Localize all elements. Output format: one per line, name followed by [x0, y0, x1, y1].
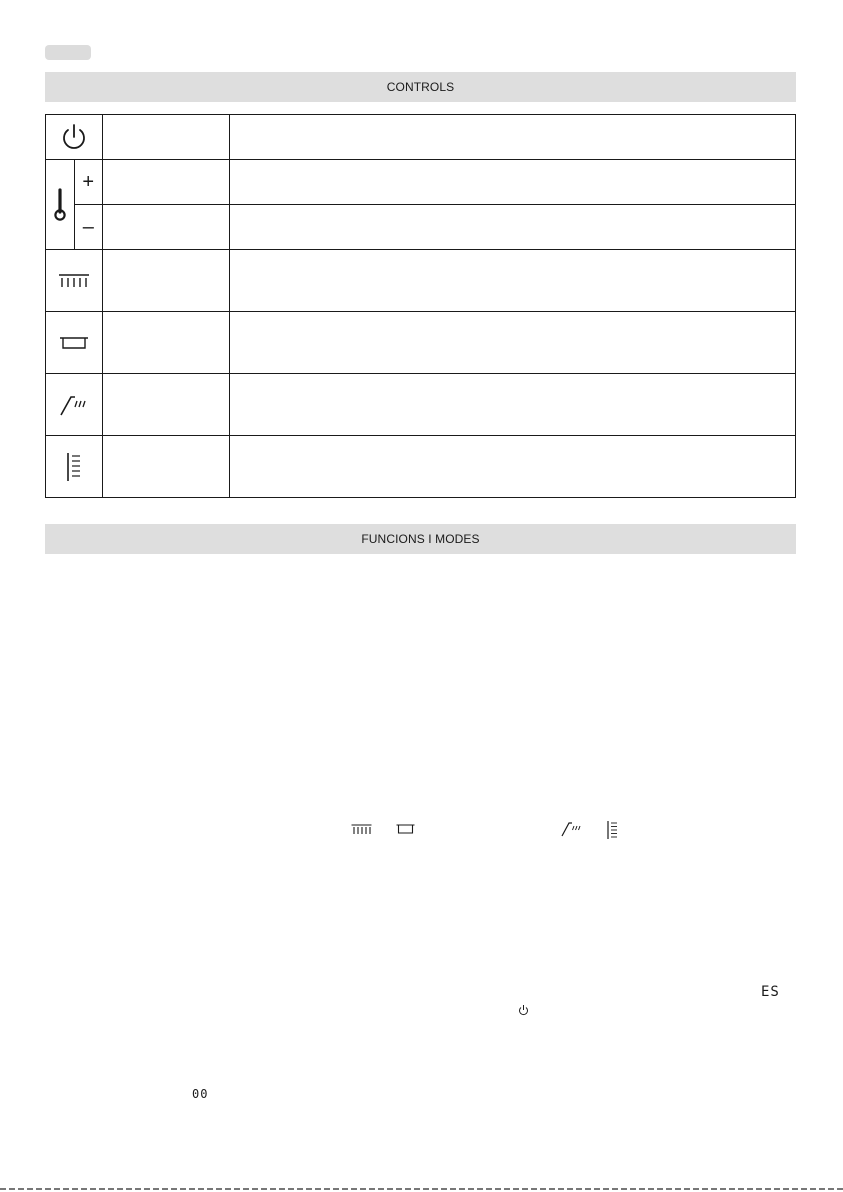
control-icon-cell — [46, 312, 103, 374]
vertical-towel-rail-icon — [606, 820, 618, 840]
control-description-cell — [230, 160, 796, 205]
control-row-tray — [46, 312, 796, 374]
zero-reading-display: 00 — [192, 1087, 209, 1101]
control-row-towel-rail — [46, 436, 796, 498]
controls-table — [45, 114, 796, 498]
control-description-cell — [230, 205, 796, 250]
control-row-power — [46, 115, 796, 160]
shower-icon — [59, 393, 89, 417]
control-description-cell — [230, 374, 796, 436]
control-description-cell — [230, 115, 796, 160]
modes-section-title: FUNCIONS I MODES — [361, 532, 480, 546]
vertical-towel-rail-icon — [65, 452, 83, 482]
temp-minus-cell — [74, 205, 103, 250]
minus-icon: – — [82, 216, 94, 238]
shower-icon — [561, 820, 582, 837]
controls-section-title: CONTROLS — [386, 80, 455, 94]
control-row-radiant — [46, 250, 796, 312]
control-label-cell — [103, 374, 230, 436]
control-icon-cell — [46, 250, 103, 312]
page-bottom-edge — [0, 1188, 843, 1190]
radiant-heater-icon — [351, 824, 372, 835]
control-description-cell — [230, 250, 796, 312]
control-row-temp-up — [46, 160, 796, 205]
control-label-cell — [103, 115, 230, 160]
plus-icon: + — [82, 171, 95, 193]
control-label-cell — [103, 160, 230, 205]
error-code-display: ES — [761, 984, 780, 1000]
temp-plus-cell — [74, 160, 103, 205]
control-label-cell — [103, 250, 230, 312]
control-description-cell — [230, 436, 796, 498]
thermometer-icon — [52, 188, 68, 222]
controls-section-header — [45, 72, 796, 102]
control-label-cell — [103, 205, 230, 250]
control-label-cell — [103, 436, 230, 498]
control-icon-cell — [46, 436, 103, 498]
language-tab — [45, 45, 91, 60]
power-icon — [60, 122, 88, 152]
control-label-cell — [103, 312, 230, 374]
thermometer-cell — [46, 160, 75, 250]
control-row-shower — [46, 374, 796, 436]
modes-section-header — [45, 524, 796, 554]
tray-icon — [396, 824, 415, 834]
control-icon-cell — [46, 374, 103, 436]
radiant-heater-icon — [58, 273, 90, 289]
tray-icon — [59, 336, 89, 350]
control-icon-cell — [46, 115, 103, 160]
control-description-cell — [230, 312, 796, 374]
control-row-temp-down — [46, 205, 796, 250]
power-icon — [518, 1004, 529, 1016]
